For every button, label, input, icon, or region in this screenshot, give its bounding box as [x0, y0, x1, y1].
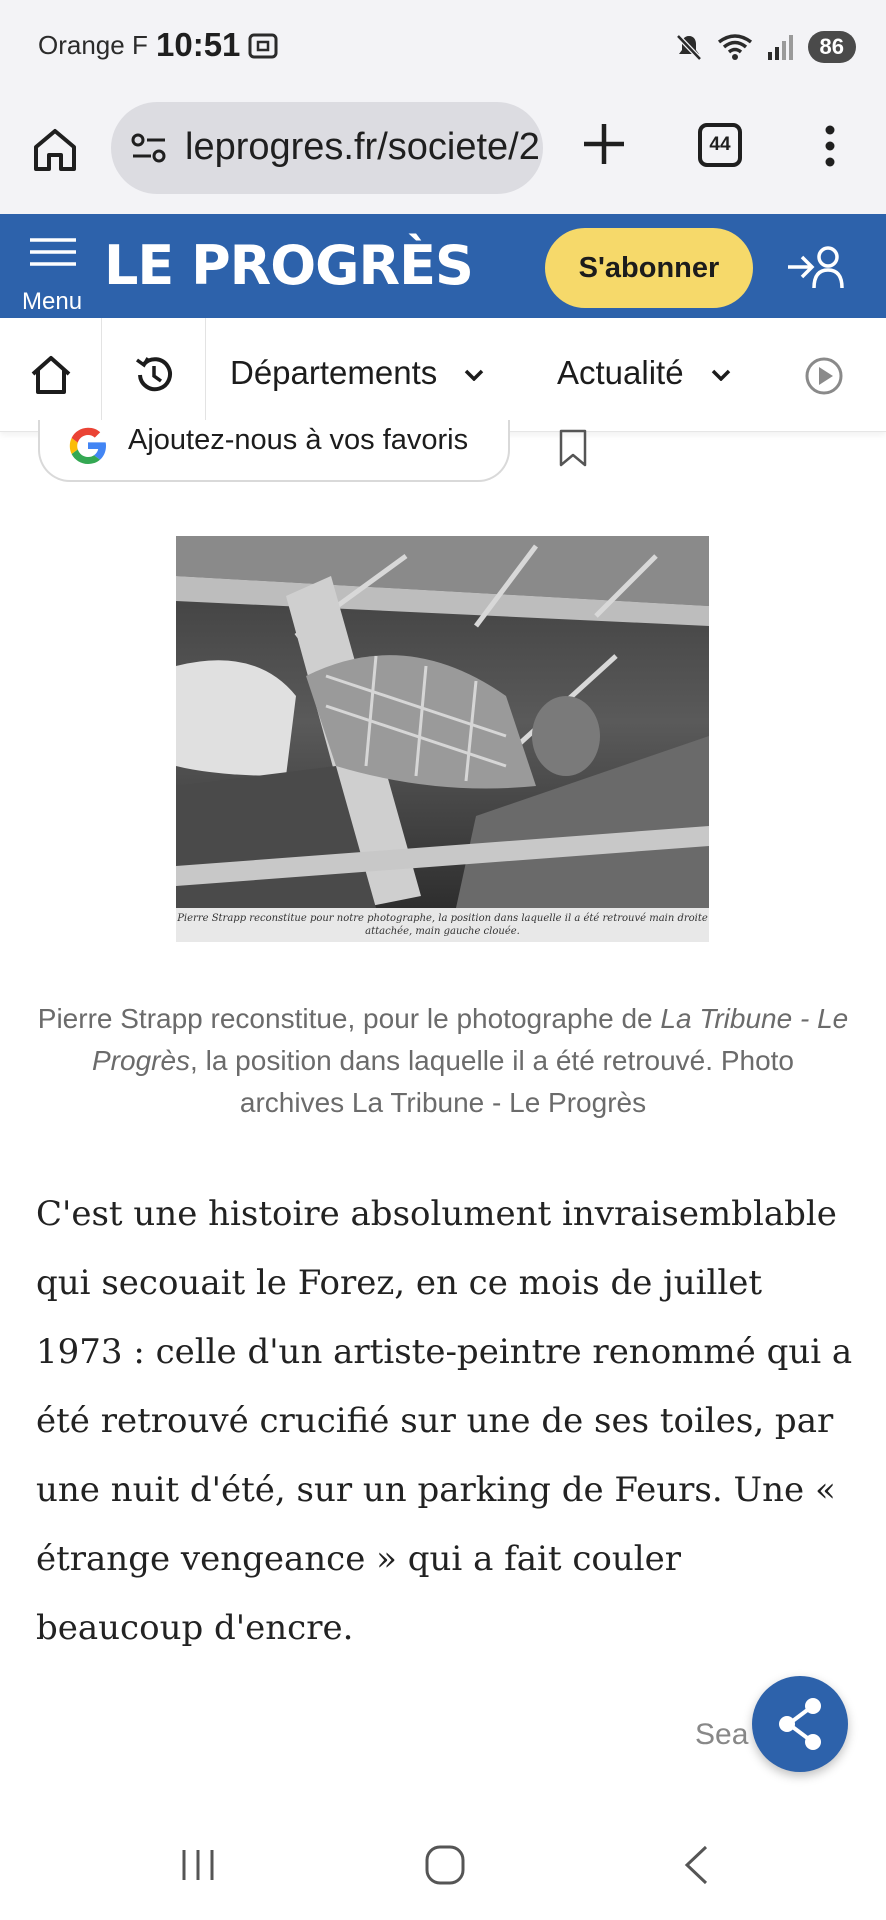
- carrier-name: Orange F: [38, 30, 148, 60]
- clock: 10:51: [156, 26, 241, 63]
- bookmark-icon[interactable]: [556, 428, 590, 468]
- mute-icon: [674, 32, 704, 62]
- system-navigation-bar: [0, 1812, 886, 1920]
- recent-apps-icon[interactable]: [178, 1846, 218, 1884]
- more-options-icon[interactable]: [812, 122, 848, 170]
- caption-publication: La Tribune - Le Progrès: [92, 1003, 849, 1076]
- share-button[interactable]: [752, 1676, 848, 1772]
- photo-caption: [36, 998, 850, 1124]
- photo-print-caption: Pierre Strapp reconstitue pour notre photographe, la position dans laquelle il a été retrouvé main droite attachée, main gauche clouée.: [176, 908, 709, 942]
- nav-history-button[interactable]: [102, 318, 206, 432]
- url-text: leprogres.fr/societe/2: [185, 126, 540, 168]
- signal-icon: [766, 32, 796, 62]
- chevron-down-icon: [464, 369, 484, 381]
- tab-switcher-button[interactable]: 44: [698, 123, 742, 167]
- address-bar[interactable]: [111, 102, 543, 194]
- battery-level: 86: [808, 31, 856, 63]
- search-hint: Sea: [695, 1718, 749, 1751]
- system-home-icon[interactable]: [424, 1844, 466, 1886]
- screenshot-icon: [248, 32, 278, 60]
- photo-image: [176, 536, 709, 908]
- favorites-label: Ajoutez-nous à vos favoris: [128, 424, 469, 456]
- menu-label: Menu: [22, 288, 83, 315]
- back-icon[interactable]: [682, 1844, 710, 1886]
- home-icon: [29, 354, 73, 396]
- nav-item-departements[interactable]: [230, 354, 484, 392]
- share-icon: [752, 1676, 848, 1772]
- nav-item-label: Départements: [230, 354, 438, 391]
- site-settings-icon[interactable]: [129, 130, 169, 166]
- wifi-icon: [716, 32, 754, 62]
- caption-text-end: , la position dans laquelle il a été retrouvé. Photo archives La Tribune - Le Progrès: [190, 1045, 794, 1118]
- video-play-icon[interactable]: [802, 354, 846, 398]
- status-indicators: [674, 30, 856, 64]
- chevron-down-icon: [711, 369, 731, 381]
- nav-item-label: Actualité: [557, 354, 684, 391]
- status-bar: [0, 0, 886, 92]
- hamburger-icon: [28, 236, 80, 276]
- nav-item-actualite[interactable]: [557, 354, 731, 392]
- subscribe-button[interactable]: S'abonner: [545, 228, 753, 308]
- new-tab-icon[interactable]: [580, 120, 628, 168]
- add-to-favorites-button[interactable]: [38, 420, 510, 482]
- site-header: [0, 214, 886, 318]
- home-icon[interactable]: [30, 125, 80, 175]
- section-nav: [0, 318, 886, 432]
- history-icon: [132, 353, 176, 397]
- google-logo-icon: [66, 424, 110, 468]
- browser-toolbar: [0, 92, 886, 214]
- nav-home-button[interactable]: [0, 318, 102, 432]
- site-logo[interactable]: LE PROGRÈS: [104, 234, 473, 297]
- article-paragraph: C'est une histoire absolument invraisemblable qui secouait le Forez, en ce mois de juillet 1973 : celle d'un artiste-peintre renommé qui a été retrouvé crucifié sur une de ses toiles, par une nuit d'été, sur un parking de Feurs. Une « étrange vengeance » qui a fait couler beaucoup d'encre.: [36, 1194, 853, 1648]
- login-icon[interactable]: [786, 244, 846, 290]
- menu-button[interactable]: [22, 236, 88, 315]
- article-photo: [176, 536, 709, 942]
- caption-text: Pierre Strapp reconstitue, pour le photographe de: [37, 1003, 661, 1034]
